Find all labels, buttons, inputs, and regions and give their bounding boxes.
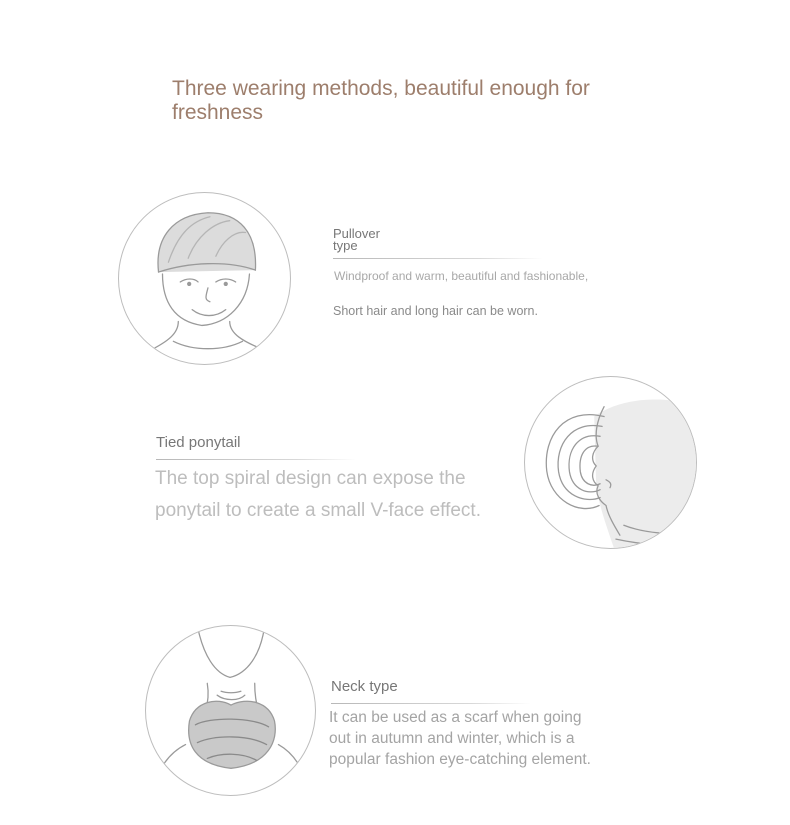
headline-line-1: Three wearing methods, beautiful enough for [172,77,590,100]
ponytail-desc [155,463,481,527]
ponytail-desc-line-2: ponytail to create a small V-face effect. [155,500,481,521]
neck-desc-line-2: out in autumn and winter, which is a [329,730,575,747]
neck-divider [331,703,531,704]
ponytail-divider [156,459,356,460]
neck-illustration [145,625,316,796]
pullover-hat-icon [119,193,290,364]
pullover-divider [333,258,543,259]
page-headline [172,77,642,125]
pullover-desc-line-2: Short hair and long hair can be worn. [333,304,538,318]
neck-desc [329,707,591,770]
ponytail-profile-icon [525,377,696,548]
pullover-illustration [118,192,291,365]
neck-title: Neck type [331,678,398,695]
pullover-title [333,228,380,252]
neck-desc-line-3: popular fashion eye-catching element. [329,751,591,768]
ponytail-desc-line-1: The top spiral design can expose the [155,468,466,489]
headline-line-2: freshness [172,101,264,124]
neck-desc-line-1: It can be used as a scarf when going [329,709,582,726]
ponytail-title: Tied ponytail [156,434,241,451]
neck-scarf-icon [146,626,315,795]
pullover-desc-line-1: Windproof and warm, beautiful and fashionable, [334,269,589,283]
ponytail-illustration [524,376,697,549]
pullover-title-line-1: Pullover [333,226,380,241]
pullover-title-line-2: type [333,238,358,253]
